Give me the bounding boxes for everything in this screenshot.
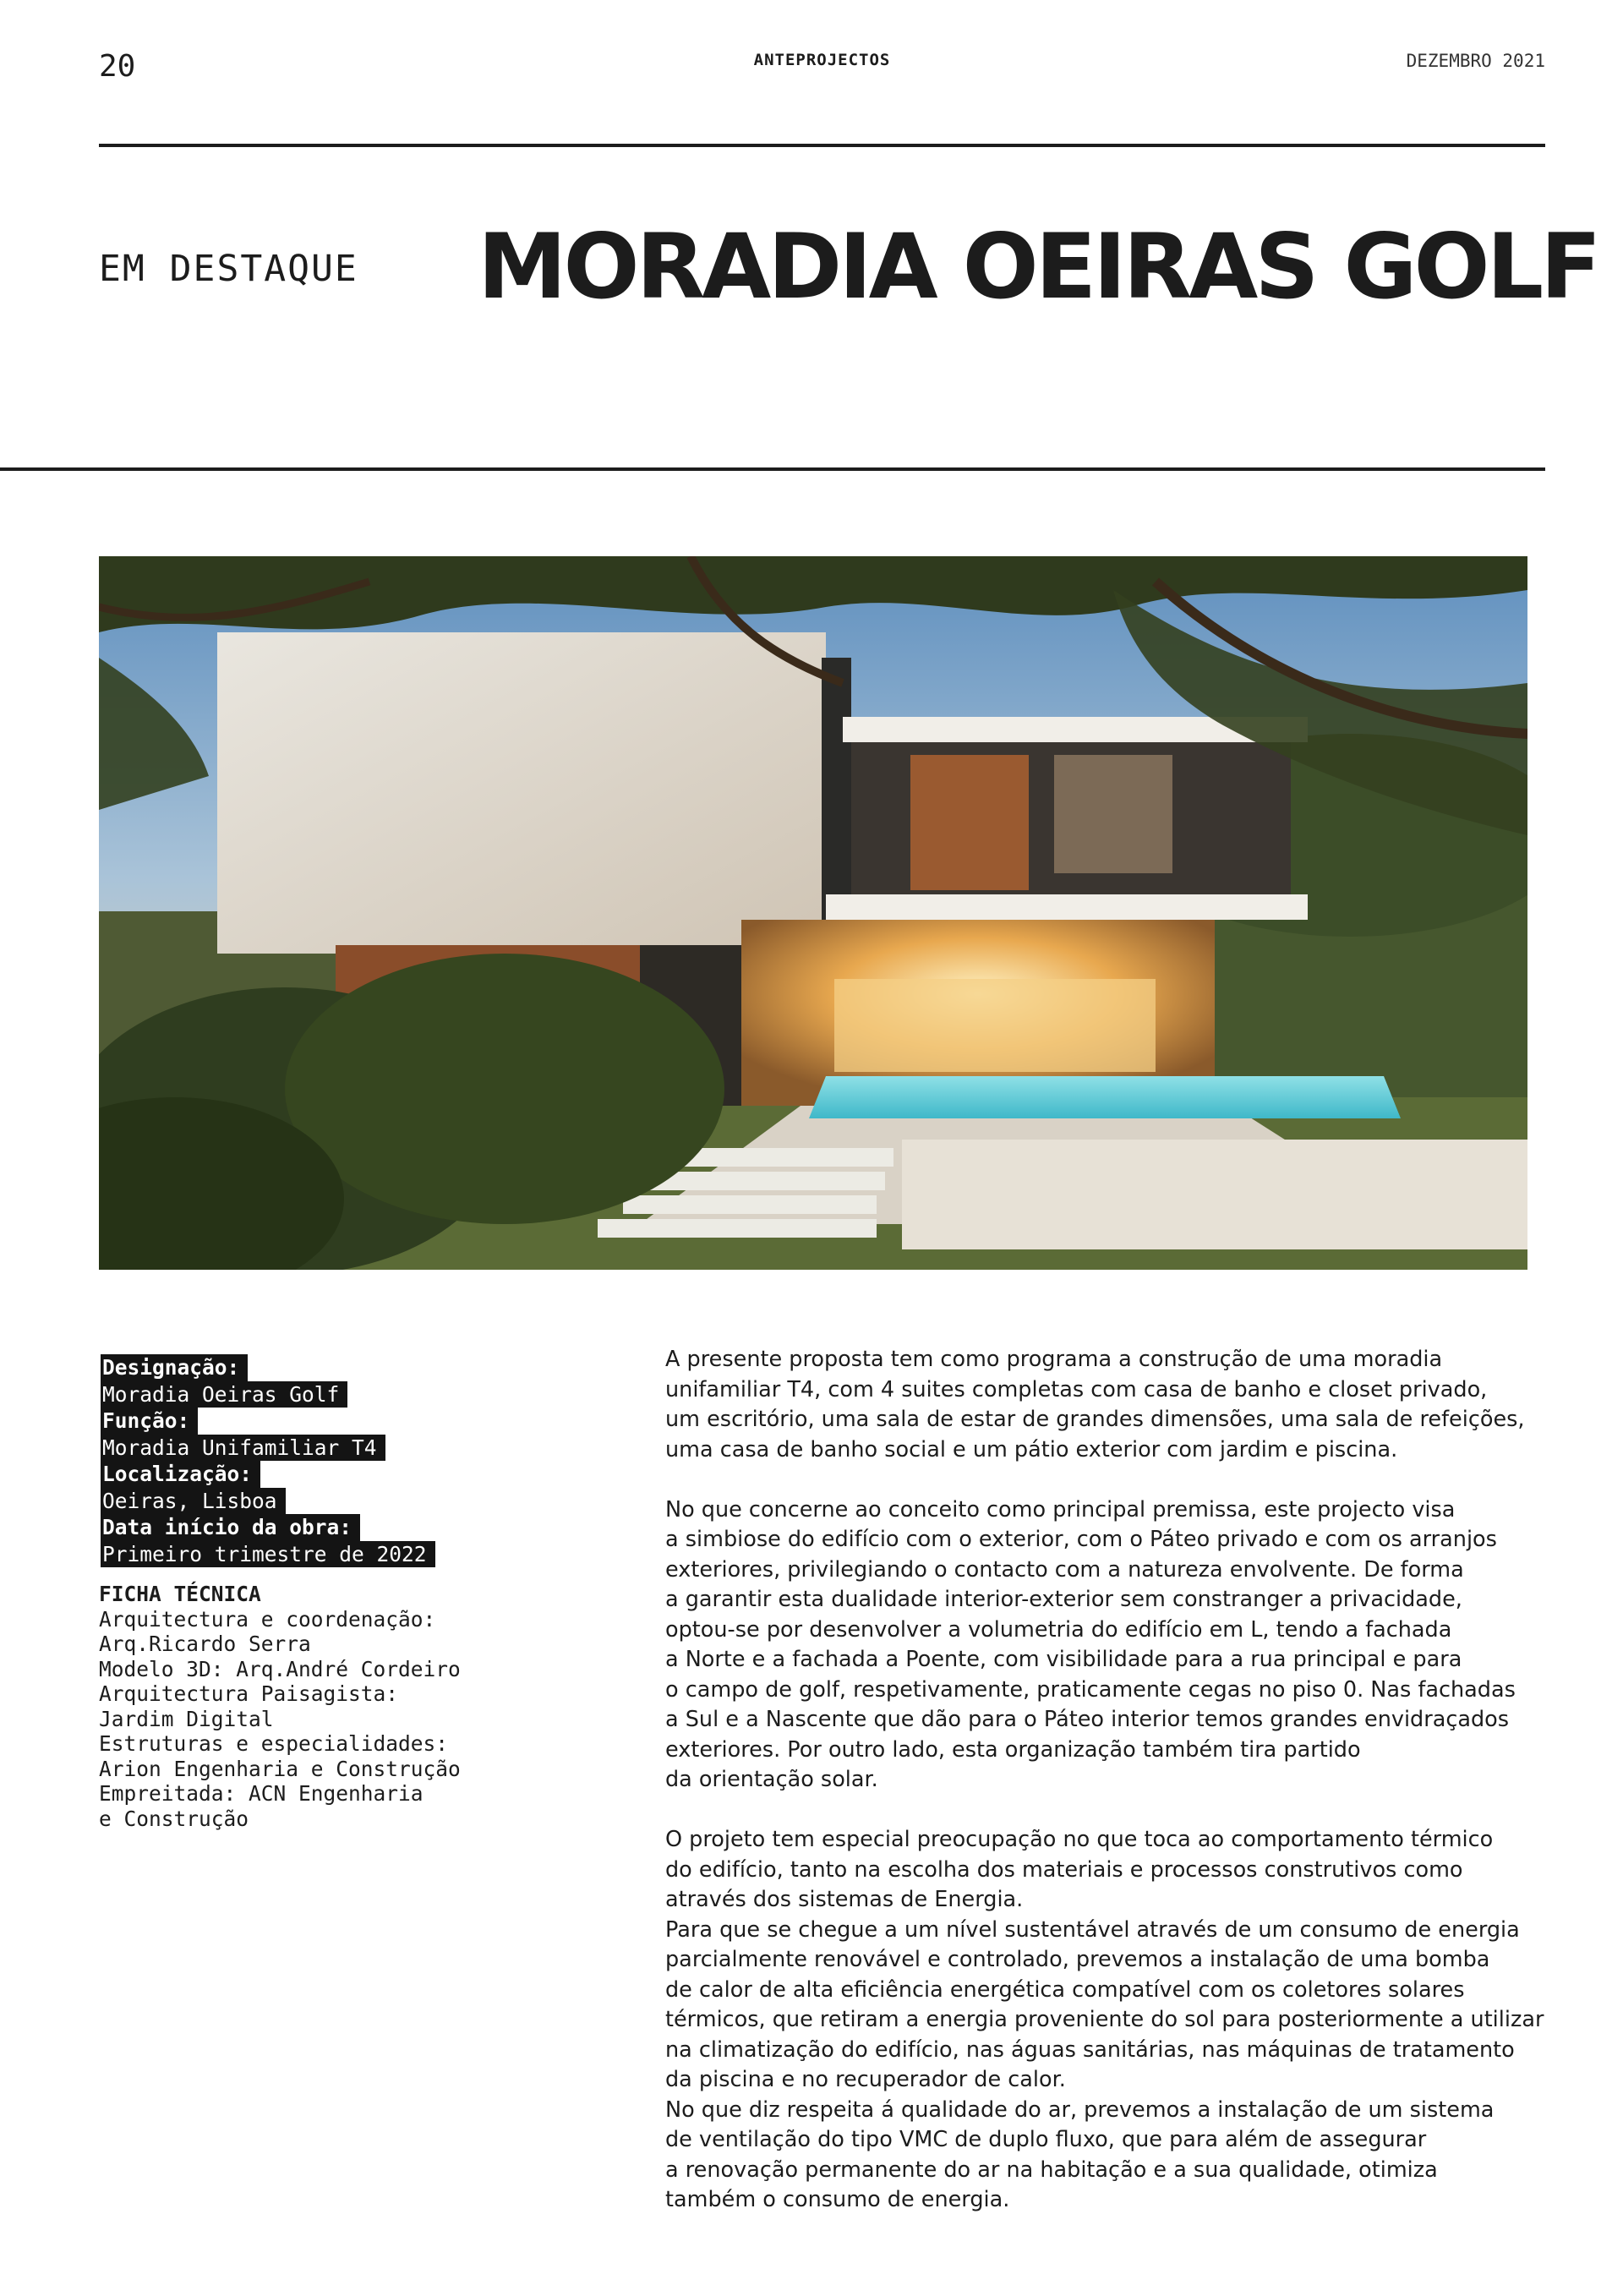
text-line: Para que se chegue a um nível sustentável através de um consumo de energia (665, 1916, 1520, 1943)
paragraph-concept (665, 1495, 1578, 1796)
text-line: optou-se por desenvolver a volumetria do edifício em L, tendo a fachada (665, 1616, 1452, 1643)
tech-sheet-line: Estruturas e especialidades: (99, 1731, 449, 1756)
text-line: parcialmente renovável e controlado, prevemos a instalação de uma bomba (665, 1947, 1490, 1972)
section-name: ANTEPROJECTOS (753, 51, 891, 69)
tech-sheet-line: Modelo 3D: Arq.André Cordeiro (99, 1656, 461, 1681)
spec-label-start-date: Data início da obra: (101, 1514, 360, 1541)
text-line: na climatização do edifício, nas águas sanitárias, nas máquinas de tratamento (665, 2036, 1515, 2063)
text-line: unifamiliar T4, com 4 suites completas com casa de banho e closet privado, (665, 1376, 1488, 1402)
tech-sheet-line: Arquitectura e coordenação: (99, 1606, 436, 1632)
kicker: EM DESTAQUE (99, 248, 358, 290)
tech-sheet-line: Arion Engenharia e Construção (99, 1756, 461, 1781)
text-line: um escritório, uma sala de estar de grandes dimensões, uma sala de refeições, (665, 1407, 1525, 1432)
top-rule (99, 144, 1545, 147)
tech-sheet-line: Arquitectura Paisagista: (99, 1681, 399, 1706)
tech-sheet (99, 1582, 572, 1831)
spec-value-location: Oeiras, Lisboa (101, 1488, 286, 1515)
headline: MORADIA OEIRAS GOLF (478, 215, 1598, 319)
text-line: a garantir esta dualidade interior-exterior sem constranger a privacidade, (665, 1587, 1462, 1612)
text-line: também o consumo de energia. (665, 2187, 1010, 2212)
text-line: A presente proposta tem como programa a construção de uma moradia (665, 1347, 1443, 1372)
text-line: exteriores, privilegiando o contacto com a natureza envolvente. De forma (665, 1556, 1464, 1583)
tech-sheet-line: Jardim Digital (99, 1706, 274, 1731)
text-line: a simbiose do edifício com o exterior, com o Páteo privado e com os arranjos (665, 1527, 1497, 1552)
bottom-rule (0, 467, 1545, 471)
text-line: a Norte e a fachada a Poente, com visibilidade para a rua principal e para (665, 1647, 1462, 1672)
text-line: uma casa de banho social e um pátio exterior com jardim e piscina. (665, 1436, 1398, 1462)
text-line: de ventilação do tipo VMC de duplo fluxo, que para além de assegurar (665, 2127, 1427, 2152)
text-line: No que diz respeita á qualidade do ar, prevemos a instalação de um sistema (665, 2096, 1495, 2123)
text-line: térmicos, que retiram a energia proveniente do sol para posteriormente a utilizar (665, 2007, 1544, 2032)
spec-label-location: Localização: (101, 1461, 260, 1488)
text-line: do edifício, tanto na escolha dos materiais e processos construtivos como (665, 1856, 1463, 1883)
issue-date: DEZEMBRO 2021 (1406, 51, 1545, 71)
text-line: exteriores. Por outro lado, esta organização também tira partido (665, 1736, 1361, 1763)
spec-value-function: Moradia Unifamiliar T4 (101, 1435, 385, 1462)
paragraph-energy (665, 1825, 1578, 2216)
text-line: a Sul e a Nascente que dão para o Páteo interior temos grandes envidraçados (665, 1707, 1510, 1732)
spec-value-start-date: Primeiro trimestre de 2022 (101, 1541, 435, 1568)
hero-image (99, 556, 1527, 1270)
tech-sheet-line: Empreitada: ACN Engenharia (99, 1781, 424, 1806)
text-line: da orientação solar. (665, 1767, 878, 1792)
text-line: O projeto tem especial preocupação no que toca ao comportamento térmico (665, 1827, 1494, 1852)
project-specs (101, 1354, 540, 1567)
text-line: o campo de golf, respetivamente, praticamente cegas no piso 0. Nas fachadas (665, 1676, 1516, 1703)
article-body (665, 1345, 1578, 2245)
text-line: da piscina e no recuperador de calor. (665, 2067, 1066, 2092)
tech-sheet-line: Arq.Ricardo Serra (99, 1632, 311, 1656)
text-line: No que concerne ao conceito como principal premissa, este projecto visa (665, 1496, 1456, 1522)
tech-sheet-line: e Construção (99, 1806, 249, 1831)
spec-value-designation: Moradia Oeiras Golf (101, 1381, 347, 1408)
tech-sheet-title: FICHA TÉCNICA (99, 1582, 261, 1606)
spec-label-function: Função: (101, 1408, 198, 1435)
spec-label-designation: Designação: (101, 1354, 248, 1381)
text-line: através dos sistemas de Energia. (665, 1887, 1024, 1912)
text-line: de calor de alta eficiência energética compatível com os coletores solares (665, 1976, 1465, 2003)
paragraph-program (665, 1345, 1578, 1465)
text-line: a renovação permanente do ar na habitação e a sua qualidade, otimiza (665, 2157, 1438, 2183)
page-number: 20 (99, 49, 136, 84)
